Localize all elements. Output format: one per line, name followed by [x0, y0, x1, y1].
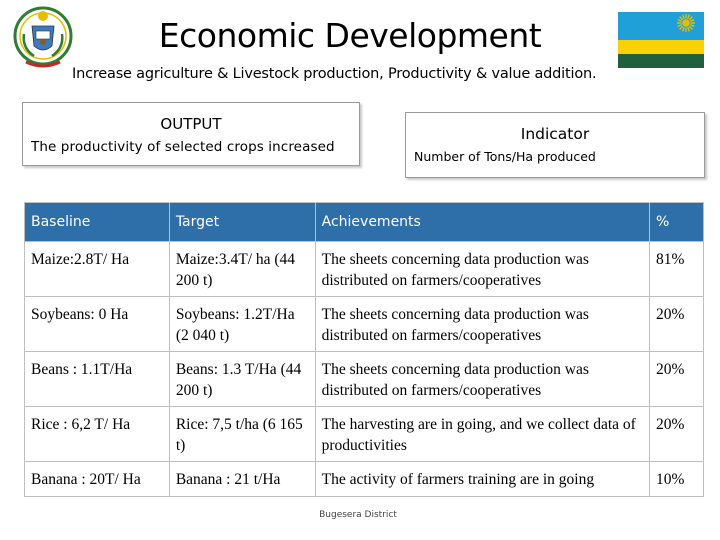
percent-cell: 10% — [650, 462, 704, 497]
output-text: The productivity of selected crops increased — [31, 139, 335, 155]
target-cell: Maize:3.4T/ ha (44 200 t) — [169, 242, 315, 297]
rwanda-flag-icon — [618, 12, 704, 68]
baseline-cell: Maize:2.8T/ Ha — [25, 242, 170, 297]
table-header-row — [25, 203, 704, 242]
achievements-table — [24, 202, 704, 497]
achievement-cell: The sheets concerning data production was distributed on farmers/cooperatives — [315, 242, 649, 297]
baseline-cell: Beans : 1.1T/Ha — [25, 352, 170, 407]
output-title: OUTPUT — [160, 115, 222, 133]
percent-cell: 20% — [650, 352, 704, 407]
footer-district: Bugesera District — [319, 510, 397, 520]
achievement-cell: The sheets concerning data production was distributed on farmers/cooperatives — [315, 297, 649, 352]
baseline-cell: Soybeans: 0 Ha — [25, 297, 170, 352]
indicator-text: Number of Tons/Ha produced — [414, 149, 596, 164]
target-cell: Rice: 7,5 t/ha (6 165 t) — [169, 407, 315, 462]
indicator-title: Indicator — [520, 125, 590, 143]
table-row — [25, 407, 704, 462]
page-title: Economic Development — [158, 16, 542, 55]
baseline-cell: Banana : 20T/ Ha — [25, 462, 170, 497]
table-row — [25, 462, 704, 497]
percent-cell: 81% — [650, 242, 704, 297]
achievement-cell: The activity of farmers training are in going — [315, 462, 649, 497]
header-percent: % — [650, 203, 704, 242]
baseline-cell: Rice : 6,2 T/ Ha — [25, 407, 170, 462]
target-cell: Soybeans: 1.2T/Ha (2 040 t) — [169, 297, 315, 352]
header-baseline: Baseline — [25, 203, 170, 242]
achievement-cell: The sheets concerning data production was distributed on farmers/cooperatives — [315, 352, 649, 407]
header-target: Target — [169, 203, 315, 242]
percent-cell: 20% — [650, 297, 704, 352]
output-box — [22, 102, 360, 166]
table-row — [25, 242, 704, 297]
header-achievements: Achievements — [315, 203, 649, 242]
target-cell: Beans: 1.3 T/Ha (44 200 t) — [169, 352, 315, 407]
table-row — [25, 297, 704, 352]
page-subtitle: Increase agriculture & Livestock production, Productivity & value addition. — [72, 66, 597, 82]
table-row — [25, 352, 704, 407]
percent-cell: 20% — [650, 407, 704, 462]
achievement-cell: The harvesting are in going, and we collect data of productivities — [315, 407, 649, 462]
target-cell: Banana : 21 t/Ha — [169, 462, 315, 497]
indicator-box — [405, 112, 705, 178]
